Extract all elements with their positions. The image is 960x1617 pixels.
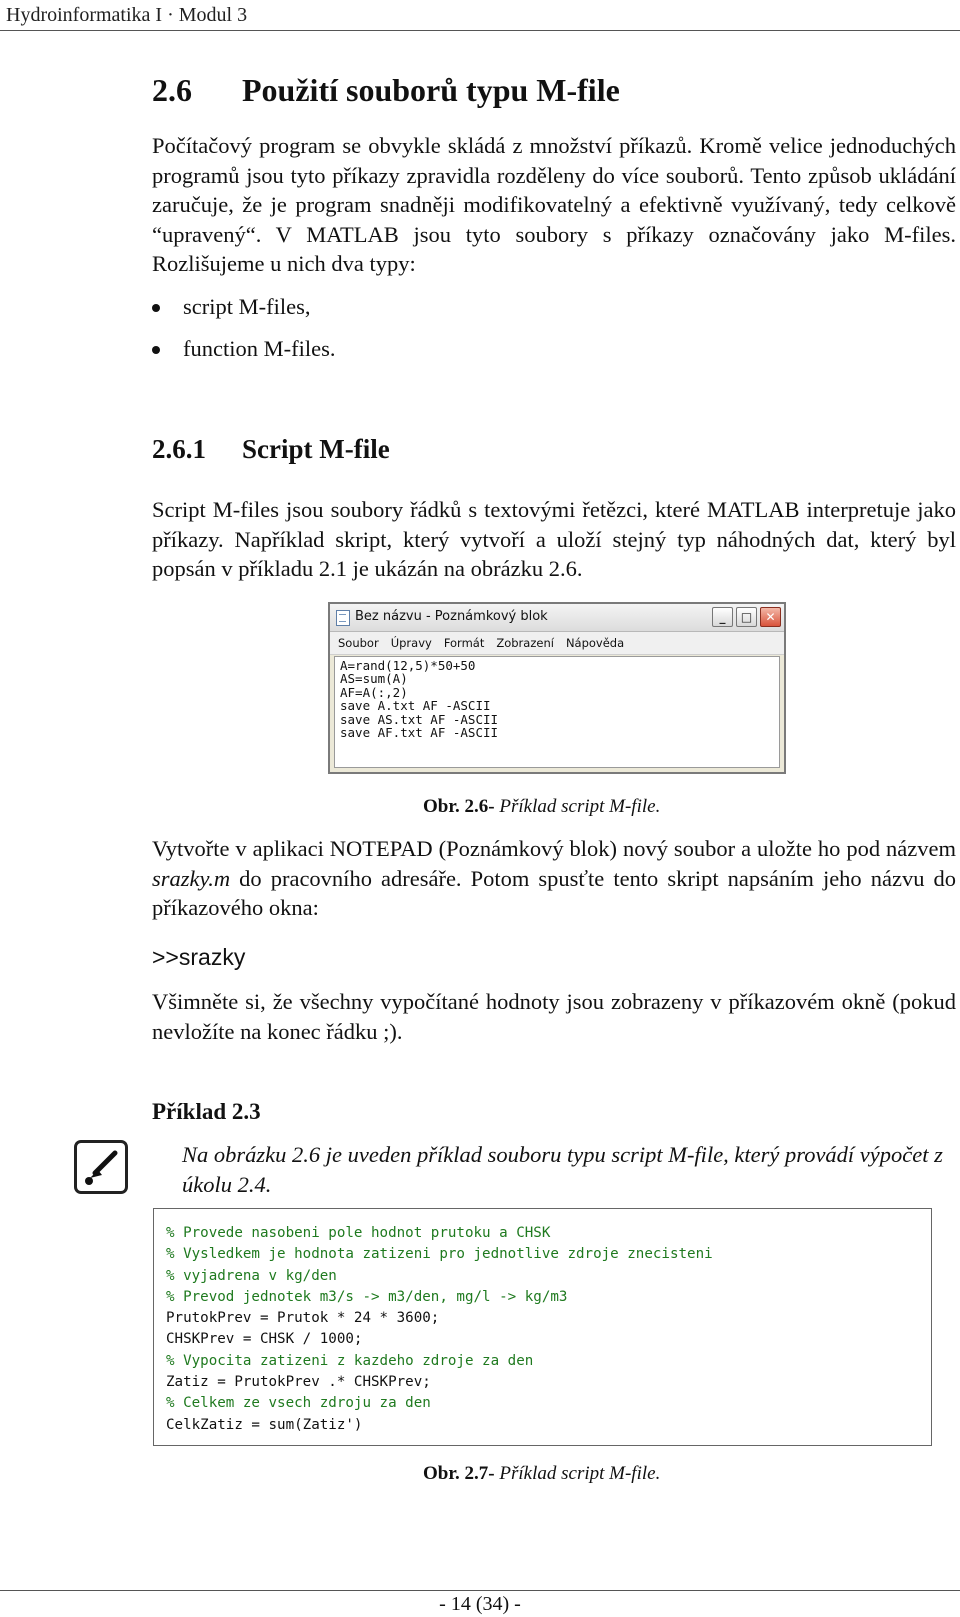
code-comment-line: % Celkem ze vsech zdroju za den (166, 1395, 431, 1412)
notepad-window-figure (328, 602, 786, 774)
code-line: CelkZatiz = sum(Zatiz') (166, 1416, 363, 1433)
code-listing (153, 1208, 932, 1446)
list-item-text: function M-files. (183, 336, 336, 361)
mfile-types-list (152, 292, 932, 376)
subsection-number: 2.6.1 (152, 434, 206, 464)
instructions-text: do pracovního adresáře. Potom spusťte tento skript napsáním jeho názvu do příkazového okna: (152, 865, 956, 921)
list-item (152, 292, 932, 334)
bullet-icon (152, 346, 160, 354)
code-comment-line: % Prevod jednotek m3/s -> m3/den, mg/l -> kg/m3 (166, 1288, 568, 1305)
figure-caption-text: Příklad script M-file. (494, 1463, 661, 1484)
running-header: Hydroinformatika I · Modul 3 (6, 4, 248, 26)
code-line: Zatiz = PrutokPrev .* CHSKPrev; (166, 1374, 431, 1391)
header-divider (0, 30, 960, 31)
figure-label: Obr. 2.7- (423, 1463, 495, 1484)
menu-item-soubor[interactable]: Soubor (338, 636, 379, 650)
menu-item-napoveda[interactable]: Nápověda (565, 636, 625, 650)
section-number: 2.6 (152, 72, 192, 108)
code-line: PrutokPrev = Prutok * 24 * 3600; (166, 1310, 440, 1327)
figure-label: Obr. 2.6- (423, 796, 495, 817)
instructions-paragraph (152, 834, 956, 923)
minimize-button[interactable]: _ (712, 607, 733, 627)
code-line: save AF.txt AF -ASCII (340, 725, 499, 741)
code-line: AF=A(:,2) (340, 684, 408, 700)
code-line: CHSKPrev = CHSK / 1000; (166, 1331, 363, 1348)
page-number: - 14 (34) - (439, 1593, 521, 1615)
instructions-text: Vytvořte v aplikaci NOTEPAD (Poznámkový blok) nový soubor a uložte ho pod názvem (152, 836, 956, 861)
code-line: save AS.txt AF -ASCII (340, 711, 499, 727)
list-item-text: script M-files, (183, 294, 311, 319)
note-paragraph: Všimněte si, že všechny vypočítané hodnoty jsou zobrazeny v příkazovém okně (pokud nevložíte na konec řádku ;). (152, 989, 956, 1044)
code-line: save A.txt AF -ASCII (340, 698, 491, 714)
menu-item-upravy[interactable]: Úpravy (390, 636, 432, 650)
code-comment-line: % Vysledkem je hodnota zatizeni pro jednotlive zdroje znecisteni (166, 1246, 713, 1263)
example-text: Na obrázku 2.6 je uveden příklad souboru typu script M-file, který provádí výpočet z úkolu 2.4. (182, 1142, 943, 1197)
figure-2-6-caption (423, 796, 660, 818)
figure-caption-text: Příklad script M-file. (494, 796, 661, 817)
notepad-menubar (330, 632, 784, 655)
close-button[interactable]: ✕ (760, 607, 781, 627)
command-example: >>srazky (152, 944, 246, 970)
subsection-title-text: Script M-file (242, 434, 390, 464)
window-controls (712, 607, 781, 627)
example-title: Příklad 2.3 (152, 1099, 261, 1124)
pencil-icon (74, 1140, 128, 1194)
notepad-titlebar (330, 604, 784, 632)
script-paragraph: Script M-files jsou soubory řádků s textovými řetězci, které MATLAB interpretuje jako příkazy. Například skript, který vytvoří a uloží stejný typ náhodných dat, který byl popsán v příkladu 2.1 je ukázán na obrázku 2.6. (152, 497, 956, 582)
notepad-text-area[interactable] (334, 656, 780, 768)
maximize-button[interactable]: □ (736, 607, 757, 627)
menu-item-format[interactable]: Formát (443, 636, 485, 650)
code-line: AS=sum(A) (340, 671, 408, 687)
bullet-icon (152, 304, 160, 312)
code-comment-line: % Provede nasobeni pole hodnot prutoku a CHSK (166, 1225, 551, 1241)
notepad-title: Bez názvu - Poznámkový blok (355, 609, 548, 624)
figure-2-7-caption (423, 1463, 660, 1485)
code-comment-line: % Vypocita zatizeni z kazdeho zdroje za den (166, 1352, 534, 1369)
subsection-title (152, 434, 390, 465)
script-filename: srazky.m (152, 865, 231, 891)
code-comment-line: % vyjadrena v kg/den (166, 1267, 337, 1284)
list-item (152, 334, 932, 376)
intro-paragraph: Počítačový program se obvykle skládá z množství příkazů. Kromě velice jednoduchých programů jsou tyto příkazy zpravidla rozděleny do více souborů. Tento způsob ukládání zaručuje, že je program snadněji modifikovatelný a efektivně využívaný, tedy celkově “upravený“. V MATLAB jsou tyto soubory s příkazy označovány jako M-files. Rozlišujeme u nich dva typy: (152, 133, 956, 277)
footer-divider (0, 1590, 960, 1591)
section-title-text: Použití souborů typu M-file (242, 72, 620, 108)
menu-item-zobrazeni[interactable]: Zobrazení (496, 636, 554, 650)
code-line: A=rand(12,5)*50+50 (340, 658, 476, 673)
section-title (152, 72, 620, 109)
notepad-app-icon (336, 610, 350, 626)
